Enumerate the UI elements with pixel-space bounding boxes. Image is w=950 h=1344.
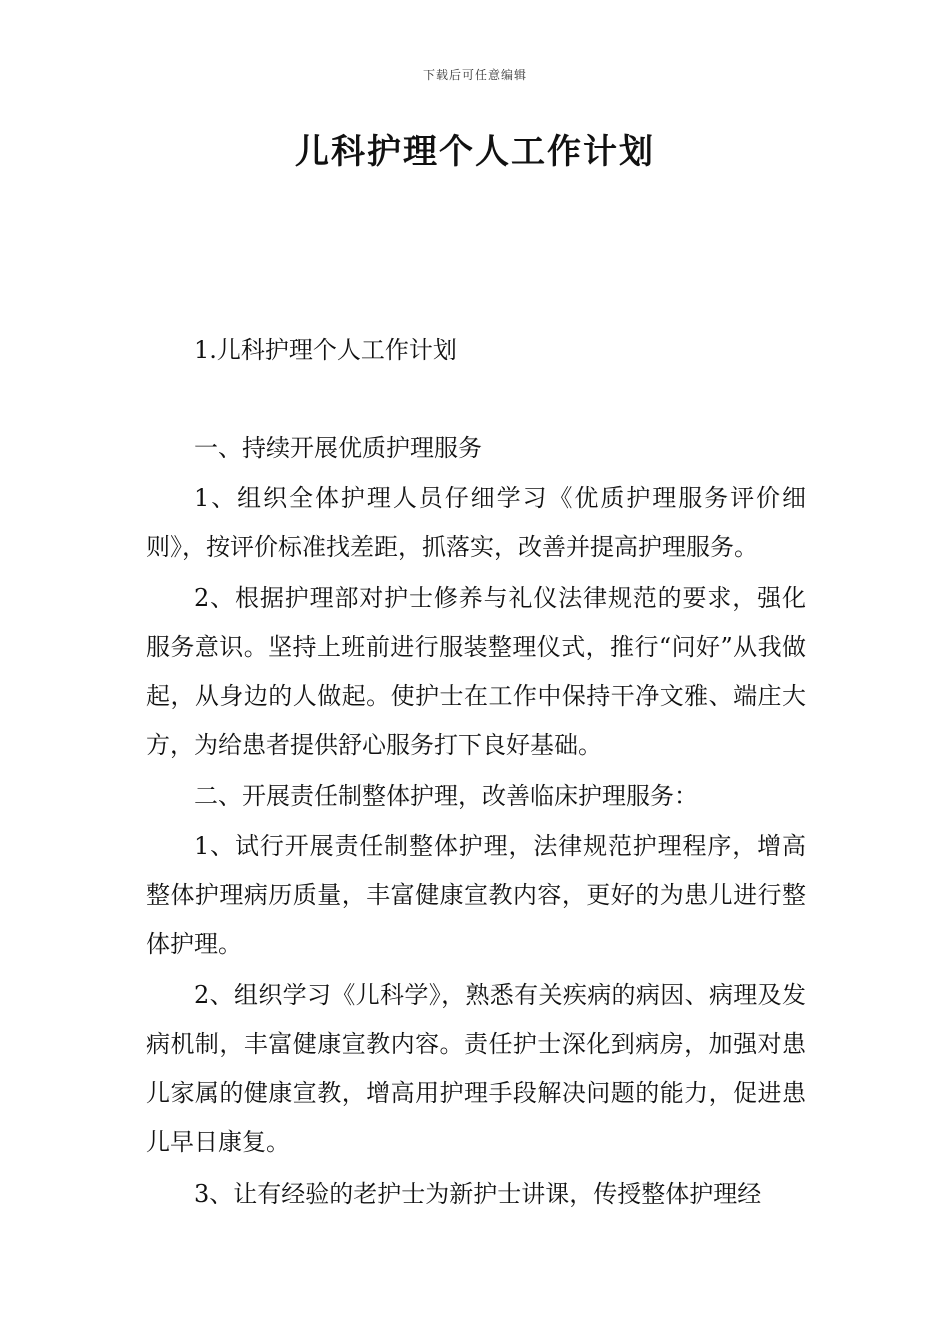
document-title: 儿科护理个人工作计划 xyxy=(295,132,655,172)
section-1-item-2: 2、根据护理部对护士修养与礼仪法律规范的要求，强化服务意识。坚持上班前进行服装整理仪式，推行“问好”从我做起，从身边的人做起。使护士在工作中保持干净文雅、端庄大方，为给患者提供舒心服务打下良好基础。 xyxy=(146,584,806,759)
section-2-item-3: 3、让有经验的老护士为新护士讲课，传授整体护理经 xyxy=(194,1180,762,1208)
header-note: 下载后可任意编辑 xyxy=(422,68,527,82)
section-2-heading: 二、开展责任制整体护理，改善临床护理服务： xyxy=(194,782,698,810)
section-1-heading: 一、持续开展优质护理服务 xyxy=(194,434,482,462)
document-subtitle: 1.儿科护理个人工作计划 xyxy=(194,336,457,364)
section-2-item-2: 2、组织学习《儿科学》，熟悉有关疾病的病因、病理及发病机制，丰富健康宣教内容。责任护士深化到病房，加强对患儿家属的健康宣教，增高用护理手段解决问题的能力，促进患儿早日康复。 xyxy=(146,981,806,1156)
section-1-item-1: 1、组织全体护理人员仔细学习《优质护理服务评价细则》，按评价标准找差距，抓落实，改善并提高护理服务。 xyxy=(146,484,806,561)
section-2-item-1: 1、试行开展责任制整体护理，法律规范护理程序，增高整体护理病历质量，丰富健康宣教内容，更好的为患儿进行整体护理。 xyxy=(146,832,806,958)
